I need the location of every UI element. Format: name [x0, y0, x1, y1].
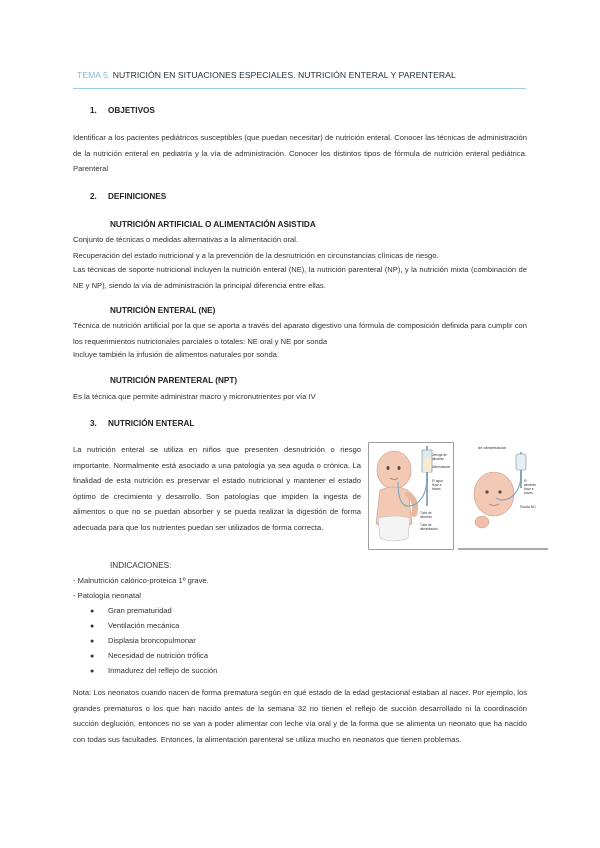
section-enteral-heading — [90, 419, 194, 428]
section-number: 1. — [90, 106, 97, 115]
artificial-line-1: Conjunto de técnicas o medidas alternativas a la alimentación oral. — [73, 235, 298, 244]
nota-paragraph: Nota: Los neonatos cuando nacen de forma prematura según en qué estado de la edad gestacional estaban al nacer. Por ejemplo, los grandes prematuros o los que han nacido antes de la semana 32 no tienen el reflejo de succión desarrollado ni la coordinación succión deglución, entonces no se van a poder alimentar con leche vía oral y de la forma que se alimenta un neonato que ha nacido con todas sus facultades. Entonces, la alimentación parenteral se utiliza mucho en neonatos que tienen problemas. — [73, 688, 527, 744]
svg-text:fluye a: fluye a — [524, 487, 534, 491]
subsection-artificial-title: NUTRICIÓN ARTIFICIAL O ALIMENTACIÓN ASISTIDA — [110, 220, 316, 229]
svg-text:Jeringa de: Jeringa de — [432, 453, 447, 457]
figure-ng-tube-feeding — [458, 442, 548, 550]
svg-text:Sonda NG: Sonda NG — [520, 505, 536, 509]
parenteral-def-line: Es la técnica que permite administrar macro y micronutrientes por vía IV — [73, 392, 316, 401]
svg-text:alimento: alimento — [432, 457, 445, 461]
bullet-text: Necesidad de nutrición trófica — [108, 651, 209, 660]
svg-text:traves: traves — [432, 487, 441, 491]
bullet-text: Gran prematuridad — [108, 606, 172, 615]
bullet-text: Displasia broncopulmonar — [108, 636, 196, 645]
svg-text:Tubo de: Tubo de — [420, 511, 432, 515]
syringe-feeding-illustration — [368, 442, 454, 550]
bullet-text: Ventilación mecánica — [108, 621, 180, 630]
indicaciones-item-1: - Malnutrición calórico-proteica 1º grave. — [73, 576, 209, 585]
svg-text:alimento: alimento — [524, 483, 537, 487]
section-title: OBJETIVOS — [108, 106, 155, 115]
artificial-paragraph: Las técnicas de soporte nutricional incluyen la nutrición enteral (NE), la nutrición parenteral (NP), y la nutrición mixta (combinación de NE y NP), siendo la vía de administración la principal diferencia entre ellas. — [73, 265, 527, 290]
subsection-parenteral-title: NUTRICIÓN PARENTERAL (NPT) — [110, 376, 238, 385]
enteral-def-paragraph: Técnica de nutrición artificial por la que se aporta a través del aparato digestivo una fórmula de composición definida para cumplir con los requerimientos nutricionales parciales o totales: NE oral y NE por sonda — [73, 321, 527, 346]
enteral-def-line: Incluye también la infusión de alimentos naturales por sonda. — [73, 350, 279, 359]
svg-text:El: El — [524, 479, 527, 483]
objetivos-paragraph: Identificar a los pacientes pediátricos susceptibles (que puedan necesitar) de nutrición enteral. Conocer las técnicas de administración de la nutrición enteral en pediatría y la vía de administración. Conocer los distintos tipos de fórmula de nutrición enteral pediátrica. Parenteral — [73, 133, 527, 173]
svg-text:Tubo de: Tubo de — [420, 523, 432, 527]
svg-text:Alimentación: Alimentación — [432, 465, 451, 469]
section-number: 3. — [90, 419, 97, 428]
header-divider — [73, 88, 526, 89]
section-title: DEFINICIONES — [108, 192, 167, 201]
page-header — [77, 70, 527, 80]
figure-syringe-feeding — [368, 442, 454, 550]
enteral-paragraph: La nutrición enteral se utiliza en niños que presenten desnutrición o riesgo importante. Normalmente está asociado a una patología ya sea aguda o crónica. La finalidad de esta nutrición es preservar el estado nutricional y mantener el estado óptimo de crecimiento y desarrollo. Son patologías que impiden la ingesta de alimentos o que no se puedan absorber y se pueda realizar la digestión de forma adecuada para que los nutrientes puedan ser utilizados de forma correcta. — [73, 445, 361, 532]
svg-text:alimentación: alimentación — [420, 527, 438, 531]
header-tema: TEMA 5. — [77, 70, 111, 80]
list-item: ● Inmadurez del reflejo de succión — [90, 666, 218, 675]
subsection-enteral-title: NUTRICIÓN ENTERAL (NE) — [110, 306, 216, 315]
section-definiciones-heading — [90, 192, 166, 201]
svg-text:traves: traves — [524, 491, 533, 495]
svg-text:de alimentación: de alimentación — [478, 445, 507, 450]
section-title: NUTRICIÓN ENTERAL — [108, 419, 195, 428]
ng-tube-illustration — [458, 442, 548, 550]
svg-text:alimento: alimento — [420, 515, 433, 519]
indicaciones-title: INDICACIONES: — [110, 561, 172, 570]
svg-text:El agua: El agua — [432, 479, 443, 483]
list-item: ● Displasia broncopulmonar — [90, 636, 196, 645]
list-item: ● Ventilación mecánica — [90, 621, 180, 630]
section-number: 2. — [90, 192, 97, 201]
section-objetivos-heading — [90, 106, 155, 115]
artificial-line-2: Recuperación del estado nutricional y a la prevención de la desnutrición en circunstancias clínicas de riesgo. — [73, 251, 439, 260]
svg-text:fluye a: fluye a — [432, 483, 442, 487]
list-item: ● Gran prematuridad — [90, 606, 172, 615]
list-item: ● Necesidad de nutrición trófica — [90, 651, 209, 660]
header-title: NUTRICIÓN EN SITUACIONES ESPECIALES. NUTRICIÓN ENTERAL Y PARENTERAL — [112, 70, 456, 80]
bullet-text: Inmadurez del reflejo de succión — [108, 666, 218, 675]
indicaciones-item-2: - Patología neonatal — [73, 591, 141, 600]
